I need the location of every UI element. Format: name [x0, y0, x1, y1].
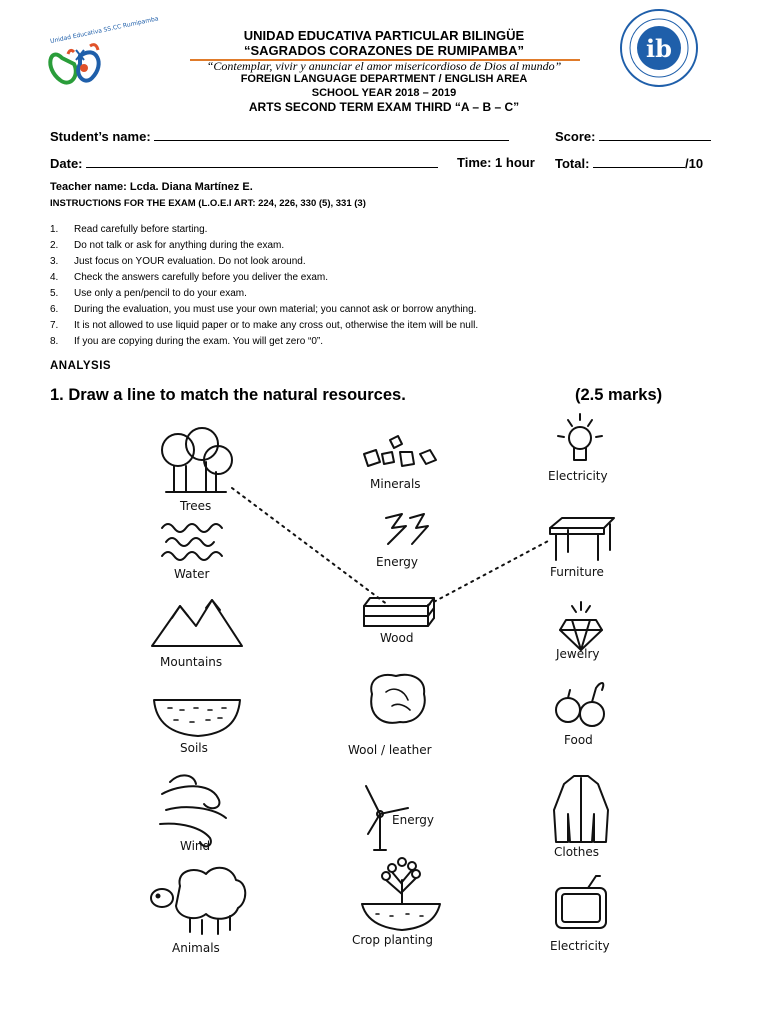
- jacket-icon: [554, 776, 608, 842]
- student-name-label: Student’s name:: [50, 129, 151, 144]
- date-row: [50, 155, 438, 171]
- right-label-furniture: Furniture: [550, 565, 604, 579]
- right-label-electricity: Electricity: [548, 469, 608, 483]
- list-item: [50, 238, 478, 254]
- rule-number: 7.: [50, 320, 59, 331]
- left-label-trees: Trees: [180, 499, 212, 513]
- student-name-row: [50, 128, 509, 144]
- school-motto: “Contemplar, vivir y anunciar el amor misericordioso de Dios al mundo”: [206, 59, 562, 73]
- rule-number: 5.: [50, 288, 59, 299]
- middle-label-energy: Energy: [376, 555, 419, 569]
- score-field[interactable]: [599, 128, 711, 141]
- rule-text: Read carefully before starting.: [74, 224, 208, 235]
- soils-icon: [154, 700, 240, 736]
- school-name-line2: “SAGRADOS CORAZONES DE RUMIPAMBA”: [244, 43, 524, 58]
- student-name-field[interactable]: [154, 128, 509, 141]
- right-label-food: Food: [564, 733, 593, 747]
- date-label: Date:: [50, 156, 83, 171]
- exam-title: ARTS SECOND TERM EXAM THIRD “A – B – C”: [248, 100, 520, 114]
- food-icon: [556, 683, 604, 726]
- wood-planks-icon: [364, 598, 434, 626]
- list-item: [50, 318, 478, 334]
- total-suffix: /10: [685, 156, 704, 171]
- left-label-animals: Animals: [172, 941, 220, 955]
- score-row: [555, 128, 711, 144]
- list-item: [50, 254, 478, 270]
- time-label: Time: 1 hour: [457, 155, 535, 170]
- left-label-soils: Soils: [180, 741, 208, 755]
- jewel-icon: [560, 602, 602, 650]
- left-label-mountains: Mountains: [160, 655, 223, 669]
- total-field[interactable]: [593, 155, 685, 168]
- total-row: [555, 155, 703, 171]
- rule-text: It is not allowed to use liquid paper or to make any cross out, otherwise the item will be null.: [74, 320, 479, 331]
- question-text: 1. Draw a line to match the natural resources.: [50, 386, 406, 404]
- rule-text: If you are copying during the exam. You will get zero “0”.: [74, 336, 324, 347]
- middle-label-wool-leather: Wool / leather: [348, 743, 432, 757]
- rule-number: 8.: [50, 336, 59, 347]
- rules-list: [50, 222, 478, 350]
- water-icon: [162, 524, 222, 560]
- instructions-title: INSTRUCTIONS FOR THE EXAM (L.O.E.I ART: 224, 226, 330 (5), 331 (3): [50, 198, 366, 209]
- middle-label-energy-2: Energy: [392, 813, 435, 827]
- logo-arc-text: Unidad Educativa SS.CC Rumipamba: [49, 15, 160, 46]
- rule-text: During the evaluation, you must use your own material; you cannot ask or borrow anything.: [74, 304, 477, 315]
- crop-planting-icon: [362, 858, 440, 930]
- score-label: Score:: [555, 129, 596, 144]
- rule-number: 3.: [50, 256, 59, 267]
- wind-icon: [160, 775, 226, 846]
- rule-number: 4.: [50, 272, 59, 283]
- list-item: [50, 334, 478, 350]
- wool-leather-icon: [371, 675, 425, 723]
- date-field[interactable]: [86, 155, 438, 168]
- rule-number: 6.: [50, 304, 59, 315]
- rule-text: Check the answers carefully before you deliver the exam.: [74, 272, 329, 283]
- television-icon: [556, 876, 606, 928]
- right-label-jewelry: Jewelry: [556, 647, 600, 661]
- rule-number: 2.: [50, 240, 59, 251]
- rule-text: Do not talk or ask for anything during the exam.: [74, 240, 285, 251]
- teacher-name: Teacher name: Lcda. Diana Martínez E.: [50, 181, 253, 193]
- table-icon: [550, 518, 614, 560]
- energy-lightning-icon: [386, 514, 428, 544]
- middle-label-minerals: Minerals: [370, 477, 421, 491]
- question-marks: (2.5 marks): [575, 386, 663, 404]
- school-logo-left: [40, 15, 160, 98]
- right-label-electricity-2: Electricity: [550, 939, 610, 953]
- rule-text: Just focus on YOUR evaluation. Do not look around.: [74, 256, 306, 267]
- ib-world-school-logo: [614, 8, 704, 92]
- list-item: [50, 302, 478, 318]
- rule-number: 1.: [50, 224, 59, 235]
- example-line-wood-furniture: [428, 540, 550, 605]
- school-name: UNIDAD EDUCATIVA PARTICULAR BILINGÜE: [243, 28, 525, 43]
- middle-label-wood: Wood: [380, 631, 414, 645]
- trees-icon: [162, 428, 232, 492]
- section-heading: ANALYSIS: [50, 360, 112, 372]
- middle-label-crop-planting: Crop planting: [352, 933, 433, 947]
- light-bulb-icon: [558, 414, 602, 460]
- minerals-icon: [364, 436, 436, 466]
- rule-text: Use only a pen/pencil to do your exam.: [74, 288, 247, 299]
- left-label-wind: Wind: [180, 839, 211, 853]
- department: FOREIGN LANGUAGE DEPARTMENT / ENGLISH AREA: [240, 73, 528, 85]
- ib-text: ib: [646, 34, 672, 63]
- list-item: [50, 286, 478, 302]
- left-label-water: Water: [174, 567, 210, 581]
- right-label-clothes: Clothes: [554, 845, 599, 859]
- total-label: Total:: [555, 156, 590, 171]
- matching-worksheet: [110, 410, 650, 970]
- list-item: [50, 222, 478, 238]
- school-year: SCHOOL YEAR 2018 – 2019: [311, 87, 457, 99]
- example-line-trees-wood: [232, 488, 388, 605]
- mountains-icon: [152, 600, 242, 646]
- sheep-icon: [151, 868, 245, 934]
- list-item: [50, 270, 478, 286]
